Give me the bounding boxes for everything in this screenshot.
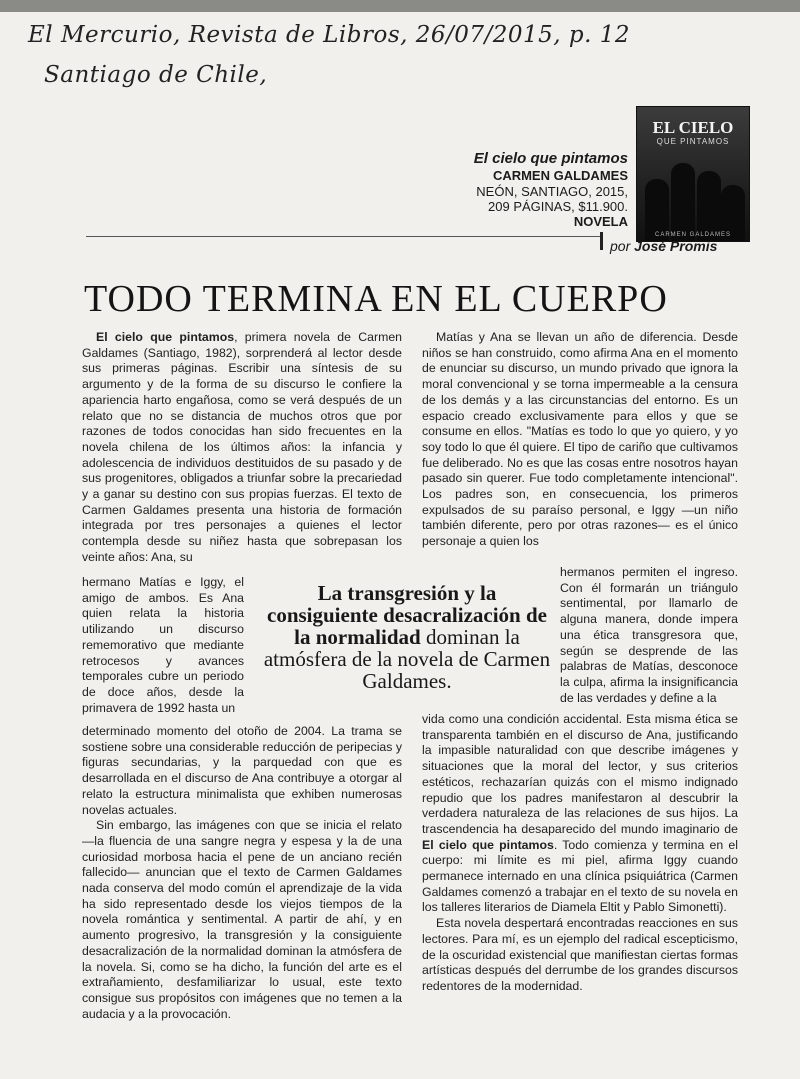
cover-author: CARMEN GALDAMES [654,232,731,238]
paragraph: determinado momento del otoño de 2004. La trama se sostiene sobre una considerable reducción de peripecias y figuras secundarias, y la parquedad con que es desarrollada en el discurso de Ana contribuye a otorgar al relato la estructura minimalista que exhiben numerosas novelas actuales. [82,724,402,817]
byline-prefix: por [610,238,635,254]
cover-figure [671,163,695,241]
scan-top-band [0,0,800,12]
pull-quote-bold: La transgresión y la consiguiente desacralización de la normalidad [267,581,547,649]
book-author: CARMEN GALDAMES [492,168,628,183]
paragraph: Sin embargo, las imágenes con que se inicia el relato —la fluencia de una sangre negra y espesa y la de una curiosidad morbosa hacia el pene de un anciano recién fallecido— anuncian que el texto de Carmen Galdames nada conserva del modo común el aprendizaje de la vida ha sido representado desde los viejos tiempos de la novela romántica y sentimental. A partir de ahí, y en aumento progresivo, la transgresión y la consiguiente desacralización de la normalidad dominan la atmósfera de la novela. Si, como se ha dicho, la función del arte es el extrañamiento, desfamiliarizar lo usual, este texto consigue sus propósitos con imágenes que no temen a la audacia y a la provocación. [82,818,402,1021]
handwritten-location: Santiago de Chile, [44,62,268,88]
article-column-2-bottom [422,712,738,995]
article-column-2 [422,330,738,550]
cover-title: EL CIELO [652,118,734,137]
header-rule [86,236,602,237]
paragraph [82,330,402,566]
book-publisher: NEÓN, SANTIAGO, 2015, [476,184,628,199]
book-cover-image [636,106,750,242]
byline [610,238,717,254]
paragraph: hermanos permiten el ingreso. Con él formarán un triángulo sentimental, por llamarlo de alguna manera, donde impera una ética transgresora que, según se desprende de las palabras de Matías, desconoce la culpa, afirma la insignificancia de las verdades y define a la [560,565,738,705]
paragraph-text: , primera novela de Carmen Galdames (Santiago, 1982), sorprenderá al lector desde sus primeras páginas. Escribir una síntesis de su argumento y de la forma de su discurso le confiere la apariencia harto engañosa, como se verá después de un relato que no se distancia de muchos otros que por razones de todos conocidas han sido frecuentes en la novela chilena de los últimos años: la infancia y adolescencia de individuos destituidos de su pasado y de sus progenitores, obligados a triunfar sobre la precariedad y a ganar su destino con sus propias fuerzas. El texto de Carmen Galdames presenta una historia de formación integrada por tres personajes a quienes el lector contempla desde su niñez hasta que sobrepasan los veinte años: Ana, su [82,330,402,564]
paragraph: Matías y Ana se llevan un año de diferencia. Desde niños se han construido, como afirma Ana en el momento de enunciar su discurso, un mundo privado que ignora la moral convencional y se torna impermeable a la censura de los demás y a las circunstancias del entorno. Es un espacio creado exclusivamente para ellos y que se consume en ellos. "Matías es todo lo que yo quiero, y yo soy todo lo que él quiere. El tipo de cariño que cultivamos fue deliberado. No es que las cosas entre nosotros hayan pasado sin querer. Fue todo completamente intencional". Los padres son, en consecuencia, los primeros expulsados de su paraíso personal, e Iggy —un niño también diferente, pero por otras razones— es el único personaje a quien los [422,330,738,549]
book-title-inline: El cielo que pintamos [96,330,235,344]
byline-author: José Promis [634,238,718,254]
paragraph [422,712,738,916]
paragraph-text: . Todo comienza y termina en el cuerpo: mi límite es mi piel, afirma Iggy cuando permanece internado en una clínica psiquiátrica (Carmen Galdames comenzó a trabajar en el texto de su novela en los talleres literarios de Diamela Eltit y Pablo Simonetti). [422,837,738,915]
headline: TODO TERMINA EN EL CUERPO [84,278,668,320]
cover-subtitle: QUE PINTAMOS [656,137,730,146]
paragraph: hermano Matías e Iggy, el amigo de ambos. Es Ana quien relata la historia utilizando un discurso rememorativo que mediante retrocesos y avances temporales cubre un periodo de doce años, desde la primavera de 1992 hasta un [82,575,244,715]
book-details: 209 PÁGINAS, $11.900. [488,199,628,214]
book-title-inline: El cielo que pintamos [422,837,554,852]
article-column-2-wrap [560,565,738,706]
paragraph-text: vida como una condición accidental. Esta misma ética se transparenta también en el discurso de Ana, justificando la impasible naturalidad con que describe imágenes y situaciones que la moral del lector, y sus criterios estéticos, rechazarían quizás con el mismo indignado repudio que los padres manifestaron al descubrir la verdadera naturaleza de las relaciones de sus hijos. La trascendencia ha desaparecido del mundo imaginario de [422,712,738,836]
cover-figure [697,171,721,241]
book-genre: NOVELA [573,214,628,229]
article-column-1 [82,330,402,566]
handwritten-citation: El Mercurio, Revista de Libros, 26/07/2015, p. 12 [28,22,631,48]
paragraph: Esta novela despertará encontradas reacciones en sus lectores. Para mí, es un ejemplo del radical escepticismo, de la oscuridad existencial que manifiestan ciertas formas artísticas después del derrumbe de los grandes discursos redentores de la modernidad. [422,916,738,993]
header-tick [600,232,603,250]
pull-quote-rest: dominan la atmósfera de la novela de Carmen Galdames. [263,625,551,693]
article-column-1-bottom [82,724,402,1022]
pull-quote [262,582,552,692]
book-title: El cielo que pintamos [473,150,628,167]
article-column-1-wrap [82,575,244,716]
book-info [396,150,628,229]
